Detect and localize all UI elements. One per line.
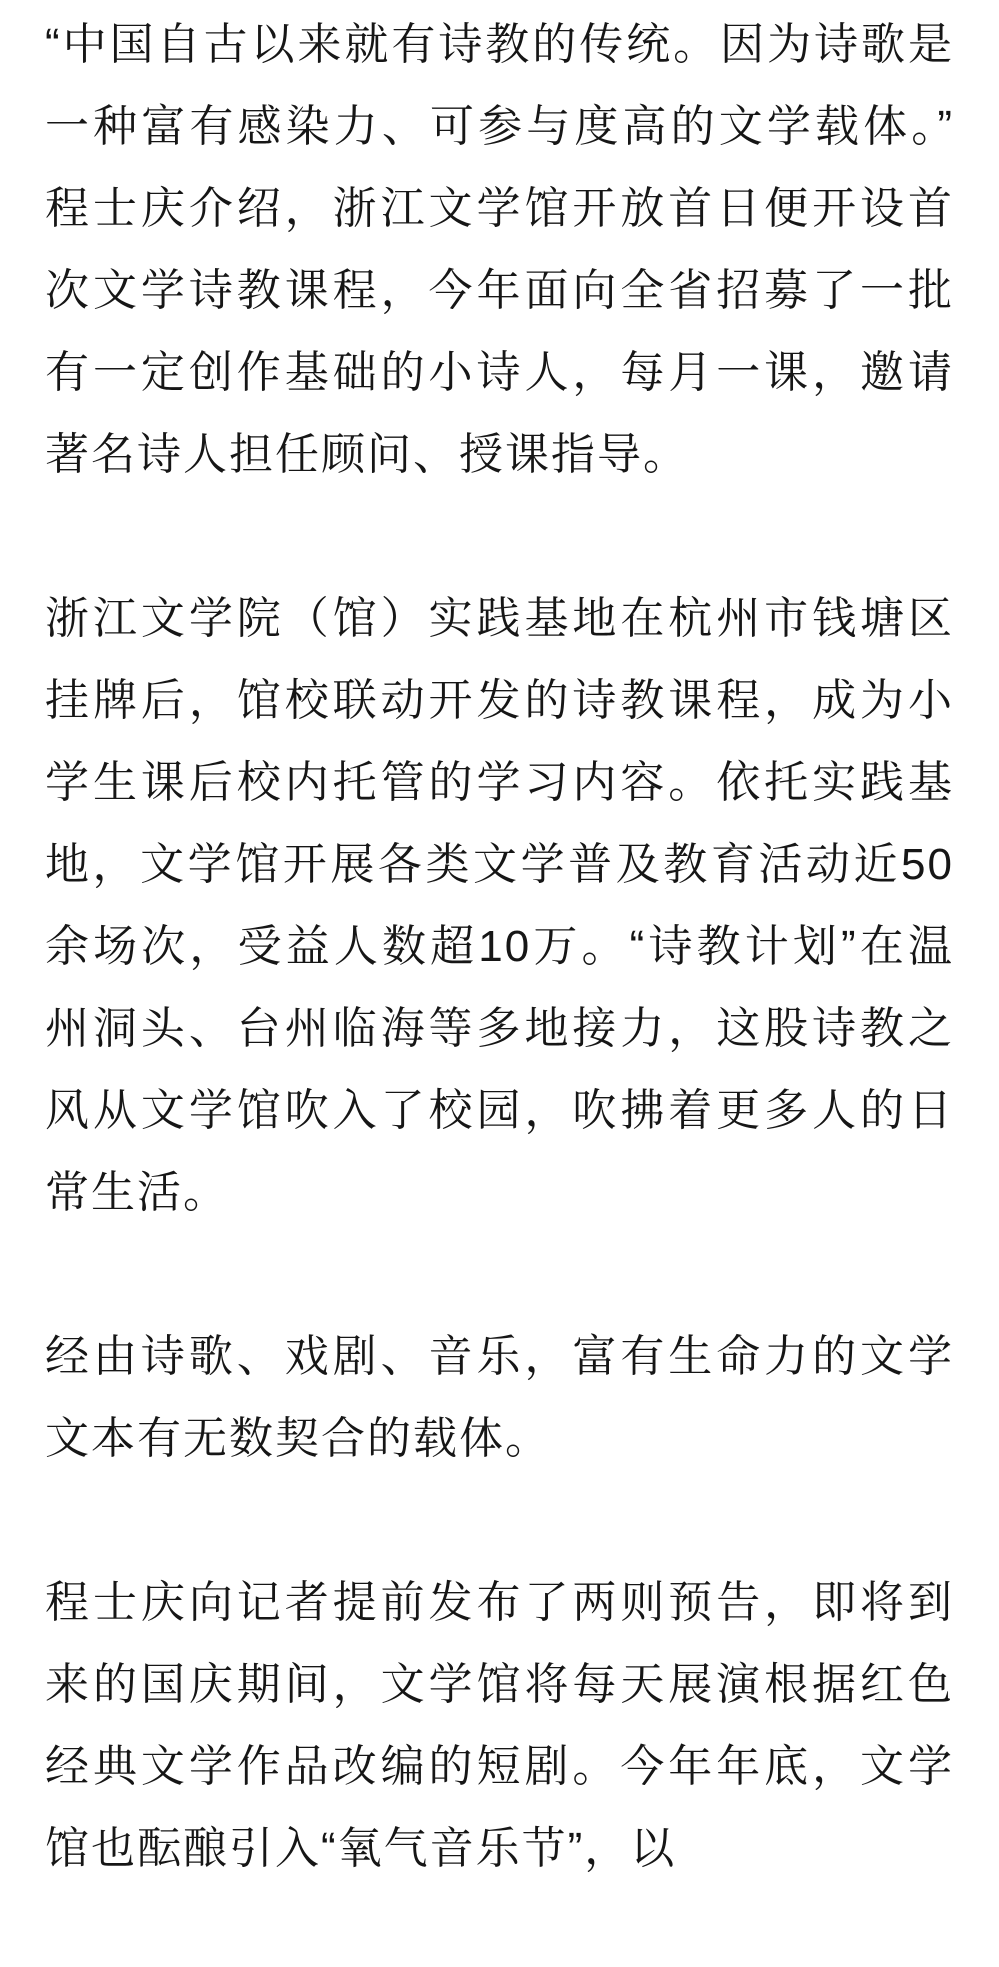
article-paragraph-1: “中国自古以来就有诗教的传统。因为诗歌是一种富有感染力、可参与度高的文学载体。”程士庆介绍，浙江文学馆开放首日便开设首次文学诗教课程，今年面向全省招募了一批有一定创作基础的小诗人，每月一课，邀请著名诗人担任顾问、授课指导。	[45, 20, 954, 479]
article-paragraph-2: 浙江文学院（馆）实践基地在杭州市钱塘区挂牌后，馆校联动开发的诗教课程，成为小学生课后校内托管的学习内容。依托实践基地，文学馆开展各类文学普及教育活动近50余场次，受益人数超10万。“诗教计划”在温州洞头、台州临海等多地接力，这股诗教之风从文学馆吹入了校园，吹拂着更多人的日常生活。	[45, 594, 954, 1217]
article-paragraph-3: 经由诗歌、戏剧、音乐，富有生命力的文学文本有无数契合的载体。	[45, 1332, 954, 1463]
article-paragraph-4: 程士庆向记者提前发布了两则预告，即将到来的国庆期间，文学馆将每天展演根据红色经典文学作品改编的短剧。今年年底，文学馆也酝酿引入“氧气音乐节”，以	[45, 1578, 954, 1873]
